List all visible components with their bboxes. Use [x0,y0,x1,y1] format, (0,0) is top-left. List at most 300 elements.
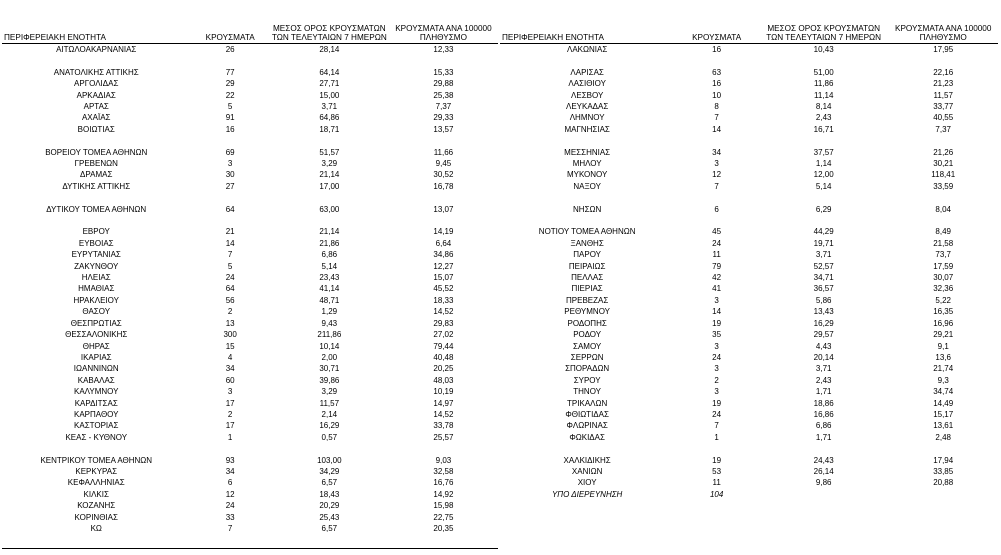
avg7-cell: 37,57 [813,147,834,157]
per100k-cell: 25,38 [433,90,454,100]
table-row [2,306,498,317]
avg7-cell: 12,00 [813,170,834,180]
region-cell: ΠΕΛΛΑΣ [571,273,604,283]
table-row [500,477,998,488]
avg7-cell: 26,14 [813,466,834,476]
region-cell: ΧΙΟΥ [577,478,597,488]
table-row [500,283,998,294]
table-row [2,409,498,420]
table-row [500,67,998,78]
region-cell: ΘΗΡΑΣ [82,341,110,351]
cases-cell: 6 [714,204,719,214]
spacer-row [500,135,998,146]
table-row [500,352,998,363]
cases-cell: 93 [225,455,235,465]
per100k-cell: 118,41 [931,170,956,180]
cases-table-right [500,22,998,500]
per100k-cell: 14,52 [433,307,454,317]
per100k-cell: 79,44 [433,341,454,351]
table-row [2,489,498,500]
cases-cell: 7 [227,250,233,260]
table-row [2,261,498,272]
header-region: ΠΕΡΙΦΕΡΕΙΑΚΗ ΕΝΟΤΗΤΑ [2,22,190,44]
per100k-cell: 17,95 [933,45,954,54]
cases-cell: 4 [227,352,233,362]
region-cell: ΗΡΑΚΛΕΙΟΥ [73,295,119,305]
table-row [500,329,998,340]
table-row [2,158,498,169]
table-row [500,295,998,306]
cases-cell: 77 [225,67,235,77]
table-row [2,112,498,123]
per100k-cell: 16,76 [433,478,454,488]
cases-cell: 12 [712,170,722,180]
table-row [2,455,498,466]
spacer-row [2,443,498,454]
spacer-row [2,215,498,226]
table-row [2,363,498,374]
region-cell: ΔΡΑΜΑΣ [80,170,113,180]
cases-cell: 3 [714,159,719,169]
table-row [500,363,998,374]
region-cell: ΝΑΞΟΥ [573,181,601,191]
region-cell: ΚΟΡΙΝΘΙΑΣ [74,512,118,522]
spacer-row [2,192,498,203]
avg7-cell: 1,71 [815,432,832,442]
cases-cell: 7 [714,113,719,123]
region-cell: ΚΕΡΚΥΡΑΣ [75,466,118,476]
region-cell: ΙΚΑΡΙΑΣ [80,352,112,362]
per100k-cell: 13,61 [933,421,954,431]
avg7-cell: 21,14 [319,170,340,180]
spacer-cell [2,215,498,226]
cases-cell: 14 [712,124,722,134]
avg7-cell: 3,29 [321,159,338,169]
avg7-cell: 20,29 [319,501,340,511]
table-row [2,238,498,249]
per100k-cell: 40,48 [433,352,454,362]
table-row [2,249,498,260]
region-cell: ΚΑΡΠΑΘΟΥ [73,409,119,419]
region-cell: ΓΡΕΒΕΝΩΝ [74,159,118,169]
avg7-cell: 2,43 [815,375,832,385]
cases-cell: 19 [712,398,722,408]
cases-cell: 17 [225,421,235,431]
region-cell: ΔΥΤΙΚΗΣ ΑΤΤΙΚΗΣ [62,181,131,191]
avg7-cell: 5,86 [815,295,832,305]
table-row [500,318,998,329]
cases-cell: 56 [225,295,235,305]
avg7-cell: 16,29 [319,421,340,431]
header-cases: ΚΡΟΥΣΜΑΤΑ [190,22,269,44]
table-row [2,90,498,101]
table-row [2,226,498,237]
cases-cell: 24 [712,409,722,419]
spacer-row [2,55,498,66]
per100k-cell: 14,49 [933,398,954,408]
per100k-cell: 9,3 [937,375,949,385]
per100k-cell: 29,88 [433,79,454,89]
spacer-cell [2,192,498,203]
per100k-cell: 8,04 [935,204,951,214]
region-cell: ΧΑΝΙΩΝ [571,466,603,476]
cases-cell: 53 [712,466,722,476]
header-avg7: ΜΕΣΟΣ ΟΡΟΣ ΚΡΟΥΣΜΑΤΩΝ ΤΩΝ ΤΕΛΕΥΤΑΙΩΝ 7 ΗΜΕΡΩΝ [270,22,389,44]
per100k-cell: 21,58 [933,238,954,248]
per100k-cell: 17,59 [933,261,954,271]
table-row [2,124,498,135]
cases-cell: 41 [712,284,722,294]
per100k-cell: 20,35 [433,523,454,533]
spacer-cell [500,215,998,226]
per100k-cell: 7,37 [935,124,951,134]
table-row [2,352,498,363]
region-cell: ΝΟΤΙΟΥ ΤΟΜΕΑ ΑΘΗΝΩΝ [538,227,636,237]
cases-cell: 64 [225,284,235,294]
per100k-cell: 32,36 [933,284,954,294]
per100k-cell: 30,52 [433,170,454,180]
region-cell: ΚΑΒΑΛΑΣ [77,375,115,385]
table-row [500,261,998,272]
table-row [500,181,998,192]
table-row [500,226,998,237]
spacer-cell [500,443,998,454]
per100k-cell: 14,19 [433,227,454,237]
cases-cell: 35 [712,330,722,340]
per100k-cell: 33,77 [933,102,954,112]
region-cell: ΒΟΙΩΤΙΑΣ [77,124,115,134]
table-row [500,238,998,249]
cases-cell: 33 [225,512,235,522]
cases-cell: 6 [227,478,233,488]
table-header-row [500,22,998,44]
per100k-cell: 30,07 [933,273,954,283]
region-cell: ΚΑΛΥΜΝΟΥ [73,387,119,397]
avg7-cell: 11,14 [813,90,834,100]
per100k-cell: 34,86 [433,250,454,260]
table-row [500,409,998,420]
region-cell: ΑΡΚΑΔΙΑΣ [76,90,116,100]
region-cell: ΘΑΣΟΥ [82,307,111,317]
avg7-cell: 23,43 [319,273,340,283]
per100k-cell: 27,02 [433,330,454,340]
per100k-cell: 15,17 [933,409,954,419]
per100k-cell: 13,07 [433,204,454,214]
avg7-cell: 6,57 [321,523,338,533]
table-row [500,420,998,431]
avg7-cell: 36,57 [813,284,834,294]
region-cell: ΦΩΚΙΔΑΣ [569,432,605,442]
cases-cell: 64 [225,204,235,214]
cases-cell: 3 [714,341,719,351]
table-row [2,204,498,215]
avg7-cell: 16,86 [813,409,834,419]
per100k-cell: 9,45 [435,159,452,169]
avg7-cell: 34,29 [319,466,340,476]
header-region: ΠΕΡΙΦΕΡΕΙΑΚΗ ΕΝΟΤΗΤΑ [500,22,674,44]
table-row [2,318,498,329]
table-body-right [500,44,998,501]
spacer-row [500,443,998,454]
per100k-cell: 21,23 [933,79,954,89]
region-cell: ΚΑΡΔΙΤΣΑΣ [74,398,118,408]
cases-cell: 63 [712,67,722,77]
spacer-row [500,215,998,226]
region-cell: ΕΥΡΥΤΑΝΙΑΣ [71,250,121,260]
region-cell: ΘΕΣΣΑΛΟΝΙΚΗΣ [65,330,128,340]
avg7-cell: 1,71 [815,387,832,397]
per100k-cell: 29,83 [433,318,454,328]
table-row [500,249,998,260]
per100k-cell: 34,74 [933,387,954,397]
region-cell: ΚΕΑΣ - ΚΥΘΝΟΥ [65,432,128,442]
region-cell: ΚΙΛΚΙΣ [83,489,109,499]
region-cell: ΣΥΡΟΥ [573,375,601,385]
per100k-cell: 32,58 [433,466,454,476]
avg7-cell: 51,00 [813,67,834,77]
cases-cell: 15 [225,341,235,351]
table-row [2,101,498,112]
spacer-cell [500,192,998,203]
avg7-cell: 18,86 [813,398,834,408]
cases-cell: 60 [225,375,235,385]
per100k-cell: 14,92 [433,489,454,499]
avg7-cell: 1,29 [321,307,338,317]
cases-cell: 16 [712,45,722,54]
table-row [500,147,998,158]
cases-cell: 1 [714,432,719,442]
avg7-cell: 2,43 [815,113,832,123]
table-row [500,489,998,500]
table-body-left [2,44,498,535]
region-cell: ΠΕΙΡΑΙΩΣ [568,261,606,271]
region-cell: ΑΝΑΤΟΛΙΚΗΣ ΑΤΤΙΚΗΣ [53,67,139,77]
avg7-cell: 20,14 [813,352,834,362]
avg7-cell: 6,57 [321,478,338,488]
table-row [500,375,998,386]
cases-cell: 3 [714,387,719,397]
cases-cell: 14 [225,238,235,248]
avg7-cell: 1,14 [815,159,832,169]
per100k-cell: 15,07 [433,273,454,283]
cases-cell: 79 [712,261,722,271]
avg7-cell: 15,00 [319,90,340,100]
table-row [500,432,998,443]
cases-cell: 11 [712,250,721,260]
table-row [2,272,498,283]
region-cell: ΦΛΩΡΙΝΑΣ [566,421,608,431]
per100k-cell: 8,49 [935,227,951,237]
per100k-cell: 13,57 [433,124,454,134]
avg7-cell: 17,00 [319,181,340,191]
avg7-cell: 6,29 [815,204,832,214]
per100k-cell: 5,22 [935,295,951,305]
cases-cell: 19 [712,318,722,328]
region-cell: ΒΟΡΕΙΟΥ ΤΟΜΕΑ ΑΘΗΝΩΝ [45,147,148,157]
per100k-cell: 9,03 [435,455,452,465]
cases-cell: 22 [225,90,235,100]
avg7-cell: 16,29 [813,318,834,328]
per100k-cell: 21,74 [933,364,954,374]
avg7-cell: 21,14 [319,227,340,237]
avg7-cell: 27,71 [319,79,340,89]
cases-cell: 34 [225,466,235,476]
avg7-cell: 24,43 [813,455,834,465]
spacer-row [500,192,998,203]
region-cell: ΘΕΣΠΡΩΤΙΑΣ [70,318,122,328]
table-row [2,420,498,431]
cases-cell: 7 [227,523,233,533]
region-cell: ΤΡΙΚΑΛΩΝ [567,398,608,408]
per100k-cell: 2,48 [935,432,951,442]
table-row [2,512,498,523]
cases-cell: 27 [225,181,235,191]
table-row [2,432,498,443]
cases-table-left [2,22,498,534]
region-cell: ΑΧΑΪΑΣ [81,113,111,123]
table-row [500,44,998,56]
per100k-cell: 22,75 [433,512,454,522]
per100k-cell: 48,03 [433,375,454,385]
per100k-cell: 12,33 [433,45,454,54]
table-row [500,204,998,215]
table-row [2,500,498,511]
cases-cell: 29 [225,79,235,89]
table-row [2,147,498,158]
spacer-cell [2,55,498,66]
avg7-cell: 19,71 [813,238,834,248]
table-row [500,466,998,477]
table-bottom-border [2,548,498,549]
table-row [500,124,998,135]
region-cell: ΚΟΖΑΝΗΣ [77,501,116,511]
avg7-cell: 64,14 [319,67,340,77]
avg7-cell: 5,14 [815,181,832,191]
avg7-cell: 3,71 [815,364,832,374]
cases-cell: 19 [712,455,722,465]
cases-cell: 2 [227,307,233,317]
per100k-cell: 18,33 [433,295,454,305]
header-avg7: ΜΕΣΟΣ ΟΡΟΣ ΚΡΟΥΣΜΑΤΩΝ ΤΩΝ ΤΕΛΕΥΤΑΙΩΝ 7 ΗΜΕΡΩΝ [759,22,888,44]
avg7-cell: 51,57 [319,147,340,157]
spacer-cell [500,55,998,66]
avg7-cell: 39,86 [319,375,340,385]
avg7-cell: 25,43 [319,512,340,522]
table-row [500,169,998,180]
cases-cell: 21 [225,227,235,237]
spacer-row [2,135,498,146]
region-cell: ΜΥΚΟΝΟΥ [566,170,608,180]
region-cell: ΜΗΛΟΥ [572,159,602,169]
per100k-cell: 16,78 [433,181,454,191]
table-row [2,295,498,306]
avg7-cell: 30,71 [319,364,340,374]
header-per100k: ΚΡΟΥΣΜΑΤΑ ΑΝΑ 100000 ΠΛΗΘΥΣΜΟ [888,22,998,44]
per100k-cell: 16,96 [933,318,954,328]
per100k-cell: 15,33 [433,67,454,77]
region-cell: ΙΩΑΝΝΙΝΩΝ [73,364,119,374]
cases-cell: 5 [227,261,233,271]
cases-cell: 24 [712,352,722,362]
table-row [2,67,498,78]
avg7-cell: 9,86 [815,478,832,488]
table-row [500,386,998,397]
region-cell: ΑΡΓΟΛΙΔΑΣ [74,79,119,89]
avg7-cell: 2,14 [321,409,338,419]
region-cell: ΣΕΡΡΩΝ [570,352,604,362]
table-row [2,169,498,180]
cases-cell: 14 [712,307,722,317]
table-row [2,398,498,409]
avg7-cell: 41,14 [319,284,340,294]
per100k-cell: 45,52 [433,284,454,294]
cases-cell: 8 [714,102,719,112]
cases-cell: 1 [227,432,233,442]
region-cell: ΥΠΟ ΔΙΕΡΕΥΝΗΣΗ [551,489,623,499]
region-cell: ΞΑΝΘΗΣ [570,238,604,248]
region-cell: ΖΑΚΥΝΘΟΥ [74,261,119,271]
cases-cell: 24 [712,238,722,248]
cases-cell: 7 [714,421,719,431]
region-cell: ΚΑΣΤΟΡΙΑΣ [74,421,119,431]
cases-cell: 5 [227,102,233,112]
per100k-cell: 14,97 [433,398,454,408]
avg7-cell: 4,43 [815,341,832,351]
avg7-cell: 2,00 [321,352,338,362]
cases-cell: 7 [714,181,719,191]
cases-cell: 24 [225,501,235,511]
cases-cell: 69 [225,147,235,157]
region-cell: ΕΒΡΟΥ [82,227,110,237]
table-header-row [2,22,498,44]
table-row [500,306,998,317]
table-row [500,158,998,169]
region-cell: ΔΥΤΙΚΟΥ ΤΟΜΕΑ ΑΘΗΝΩΝ [46,204,147,214]
avg7-cell: 11,57 [319,398,340,408]
region-cell: ΡΟΔΟΥ [573,330,602,340]
cases-cell: 3 [227,159,233,169]
avg7-cell: 3,71 [815,250,832,260]
cases-cell: 16 [712,79,722,89]
per100k-cell: 29,33 [433,113,454,123]
per100k-cell: 40,55 [933,113,954,123]
table-row [500,272,998,283]
cases-cell: 91 [225,113,235,123]
region-cell: ΡΟΔΟΠΗΣ [567,318,607,328]
table-row [2,44,498,56]
region-cell: ΝΗΣΩΝ [573,204,602,214]
table-row [2,78,498,89]
per100k-cell: 16,35 [933,307,954,317]
avg7-cell: 52,57 [813,261,834,271]
per100k-cell: 20,88 [933,478,954,488]
table-row [2,329,498,340]
per100k-cell: 33,59 [933,181,954,191]
cases-cell: 34 [712,147,722,157]
per100k-cell: 29,21 [933,330,954,340]
spacer-cell [2,443,498,454]
per100k-cell: 22,16 [933,67,954,77]
cases-cell: 45 [712,227,722,237]
cases-cell: 3 [227,387,233,397]
avg7-cell: 28,14 [319,45,340,54]
avg7-cell: 18,43 [319,489,340,499]
region-cell: ΑΙΤΩΛΟΑΚΑΡΝΑΝΙΑΣ [56,45,137,54]
per100k-cell: 9,1 [937,341,949,351]
per100k-cell: 25,57 [433,432,454,442]
per100k-cell: 11,66 [433,147,454,157]
cases-cell: 300 [223,330,237,340]
